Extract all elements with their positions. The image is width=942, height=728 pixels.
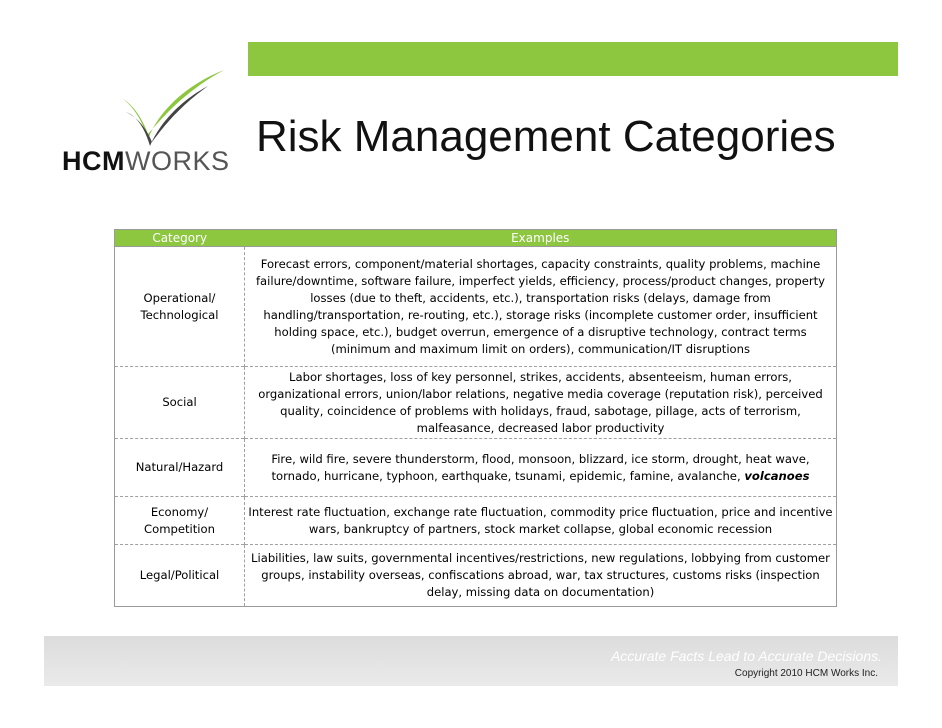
column-header-examples: Examples bbox=[245, 230, 837, 247]
examples-cell: Forecast errors, component/material shortages, capacity constraints, quality problems, machine failure/downtime, software failure, imperfect yields, efficiency, process/product changes, property losses (due to theft, accidents, etc.), transportation risks (delays, damage from handling/transportation, re-routing, etc.), storage risks (incomplete customer order, insufficient holding space, etc.), budget overrun, emergence of a disruptive technology, contract terms (minimum and maximum limit on orders), communication/IT disruptions bbox=[245, 247, 837, 367]
footer-tagline: Accurate Facts Lead to Accurate Decisions. bbox=[610, 648, 882, 664]
examples-text: Fire, wild fire, severe thunderstorm, flood, monsoon, blizzard, ice storm, drought, heat wave, tornado, hurricane, typhoon, earthquake, tsunami, epidemic, famine, avalanche, bbox=[271, 451, 810, 483]
page-title: Risk Management Categories bbox=[256, 112, 836, 161]
table-row bbox=[115, 497, 837, 545]
logo-text-light: WORKS bbox=[125, 146, 230, 176]
footer-copyright: Copyright 2010 HCM Works Inc. bbox=[734, 668, 878, 679]
company-logo bbox=[62, 68, 242, 178]
table-row bbox=[115, 367, 837, 439]
table-header-row bbox=[115, 230, 837, 247]
examples-cell: Labor shortages, loss of key personnel, strikes, accidents, absenteeism, human errors, organizational errors, union/labor relations, negative media coverage (reputation risk), perceived quality, coincidence of problems with holidays, fraud, sabotage, pillage, acts of terrorism, malfeasance, decreased labor productivity bbox=[245, 367, 837, 439]
category-cell: Operational/ Technological bbox=[115, 247, 245, 367]
table-row bbox=[115, 247, 837, 367]
risk-categories-table bbox=[114, 229, 837, 607]
examples-cell: Interest rate fluctuation, exchange rate fluctuation, commodity price fluctuation, price and incentive wars, bankruptcy of partners, stock market collapse, global economic recession bbox=[245, 497, 837, 545]
table-row bbox=[115, 439, 837, 497]
category-cell: Legal/Political bbox=[115, 545, 245, 607]
examples-cell: Liabilities, law suits, governmental incentives/restrictions, new regulations, lobbying from customer groups, instability overseas, confiscations abroad, war, tax structures, customs risks (inspection delay, missing data on documentation) bbox=[245, 545, 837, 607]
category-cell: Natural/Hazard bbox=[115, 439, 245, 497]
checkmark-logo-icon bbox=[120, 68, 230, 150]
examples-emphasis: volcanoes bbox=[744, 468, 810, 483]
table-row bbox=[115, 545, 837, 607]
footer-bar bbox=[44, 636, 898, 686]
examples-cell bbox=[245, 439, 837, 497]
column-header-category: Category bbox=[115, 230, 245, 247]
logo-text-bold: HCM bbox=[62, 146, 125, 176]
category-cell: Economy/ Competition bbox=[115, 497, 245, 545]
category-cell: Social bbox=[115, 367, 245, 439]
header-accent-bar bbox=[248, 42, 898, 76]
logo-wordmark bbox=[62, 146, 230, 177]
